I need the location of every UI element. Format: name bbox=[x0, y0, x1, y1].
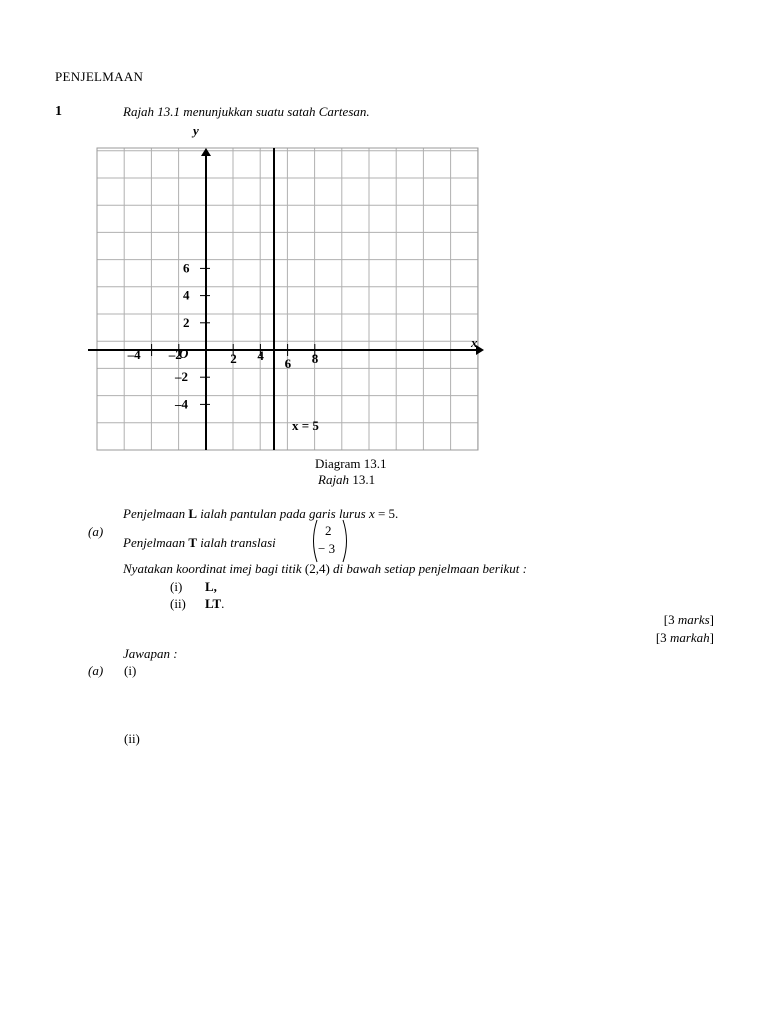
line1-end: = 5. bbox=[374, 506, 399, 521]
y-tick-label: 4 bbox=[183, 287, 190, 303]
line3-post: di bawah setiap penjelmaan berikut : bbox=[329, 561, 527, 576]
y-tick-label: 2 bbox=[183, 314, 190, 330]
y-tick-label: 6 bbox=[183, 260, 190, 276]
caption-my-word: Rajah bbox=[318, 472, 350, 487]
y-tick-label: –4 bbox=[175, 396, 188, 412]
line-x-equals-5-label: x = 5 bbox=[292, 418, 319, 433]
marks-my-close: ] bbox=[709, 630, 714, 645]
item-ii-number: (ii) bbox=[170, 596, 186, 611]
marks-my-word: markah bbox=[669, 630, 710, 645]
x-tick-label: 6 bbox=[284, 356, 292, 371]
x-tick-label: 8 bbox=[311, 351, 319, 366]
item-i-text: L, bbox=[205, 579, 217, 594]
diagram-caption-en: Diagram 13.1 bbox=[315, 456, 387, 471]
marks-en-close: ] bbox=[709, 612, 714, 627]
y-axis-arrow bbox=[201, 148, 211, 156]
part-a-label: (a) bbox=[88, 524, 104, 539]
marks-en bbox=[664, 612, 714, 628]
transformation-l-text bbox=[123, 506, 398, 522]
line1-var: x bbox=[368, 506, 375, 521]
cartesian-plane bbox=[60, 118, 500, 458]
x-axis-label: x bbox=[471, 335, 478, 350]
x-tick-label: –4 bbox=[127, 347, 141, 362]
transformation-t-text bbox=[123, 535, 276, 551]
line2-post: ialah translasi bbox=[197, 535, 276, 550]
answer-part-a: (a) bbox=[88, 663, 104, 678]
marks-my bbox=[656, 630, 714, 646]
axes bbox=[88, 148, 484, 450]
page-header: PENJELMAAN bbox=[55, 69, 144, 84]
origin-label: O bbox=[179, 346, 189, 361]
caption-my-number: 13.1 bbox=[349, 472, 376, 487]
marks-my-open: [3 bbox=[655, 630, 670, 645]
x-tick-label: 2 bbox=[230, 351, 237, 366]
answer-i: (i) bbox=[124, 663, 137, 678]
matrix-top: 2 bbox=[325, 523, 332, 538]
item-i-number: (i) bbox=[170, 579, 183, 594]
x-tick-label: 4 bbox=[257, 348, 264, 363]
marks-en-open: [3 bbox=[663, 612, 678, 627]
marks-en-word: marks bbox=[677, 612, 710, 627]
line2-pre: Penjelmaan bbox=[123, 535, 189, 550]
instruction-text bbox=[123, 561, 527, 577]
x-tick-label: –2 bbox=[168, 347, 182, 362]
item-ii-bold: LT bbox=[205, 596, 222, 611]
answer-heading: Jawapan : bbox=[123, 646, 178, 661]
diagram-caption-my bbox=[318, 472, 375, 488]
line3-pre: Nyatakan koordinat imej bagi titik bbox=[123, 561, 305, 576]
axis-labels bbox=[127, 123, 478, 433]
line3-point: (2,4) bbox=[304, 561, 330, 576]
line1-post: ialah pantulan pada garis lurus bbox=[197, 506, 369, 521]
answer-ii: (ii) bbox=[124, 731, 140, 746]
item-ii-text bbox=[205, 596, 224, 612]
y-axis-label: y bbox=[193, 123, 199, 138]
y-tick-label: –2 bbox=[175, 369, 188, 385]
grid bbox=[97, 148, 478, 450]
line2-bold: T bbox=[188, 535, 198, 550]
line1-bold: L bbox=[188, 506, 198, 521]
line1-pre: Penjelmaan bbox=[123, 506, 189, 521]
question-number: 1 bbox=[55, 104, 62, 119]
question-intro: Rajah 13.1 menunjukkan suatu satah Cartesan. bbox=[123, 104, 370, 119]
matrix-bottom: − 3 bbox=[318, 541, 336, 556]
item-ii-dot: . bbox=[221, 596, 225, 611]
